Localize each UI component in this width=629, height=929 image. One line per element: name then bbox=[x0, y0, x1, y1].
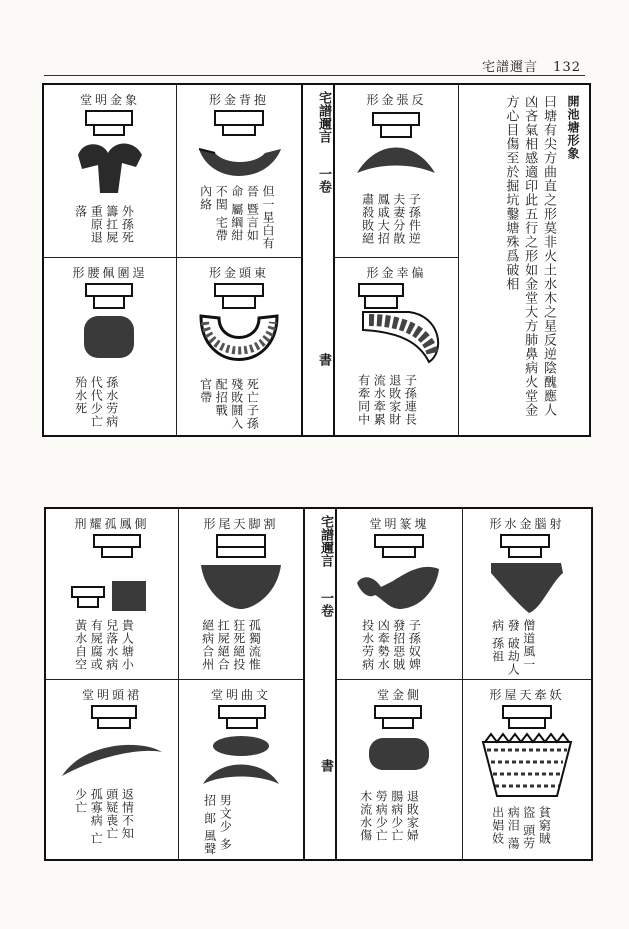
u-metal-figure bbox=[193, 282, 285, 372]
cell-fan-zhang-jin bbox=[335, 85, 458, 257]
cell-caption: 貴人塘小 兒落水病 有屍腐或 黃水自空 bbox=[73, 619, 135, 671]
cell-title: 形水金腦射 bbox=[489, 517, 565, 531]
double-arc-figure bbox=[193, 704, 289, 788]
cell-caption: 僧道風一發 破劫人病 孫祖 bbox=[490, 619, 536, 676]
cell-title: 堂明金象 bbox=[79, 93, 140, 107]
cell-ce-jin bbox=[337, 680, 462, 859]
cell-title: 堂明頭裙 bbox=[81, 688, 142, 702]
cell-title: 堂明曲文 bbox=[210, 688, 271, 702]
spine-title: 宅譜邇言 bbox=[316, 91, 331, 143]
intro-text-block bbox=[458, 85, 589, 435]
spine-volume: 一卷 bbox=[316, 167, 331, 193]
crescent-pond-figure bbox=[58, 704, 166, 784]
cell-yao-tian-wu bbox=[463, 680, 591, 859]
belt-pond-figure bbox=[70, 282, 150, 366]
cell-caption: 孤獨流惟 狂死絕投 扛屍絕合 絕病合州 bbox=[200, 619, 262, 671]
basket-pond-figure bbox=[477, 704, 577, 804]
elephant-pond-figure bbox=[64, 109, 154, 199]
bird-pond-figure bbox=[353, 533, 445, 617]
cell-title: 形屋天牽妖 bbox=[489, 688, 565, 702]
oval-metal-figure bbox=[359, 704, 439, 784]
book-spine-top bbox=[301, 85, 335, 435]
cell-caption: 退敗家婦 腸病少亡 勞病少亡 木流水傷 bbox=[358, 790, 420, 842]
cell-pei-yao bbox=[44, 258, 176, 435]
cell-caption: 子孫奴婢 發招惡賊 凶牽勢水 投水劳病 bbox=[360, 619, 422, 671]
bottom-woodblock-plate bbox=[44, 507, 593, 861]
cell-caption: 死亡子孫 殘敗鬪入 配招戰 官帶 bbox=[198, 378, 260, 430]
side-phoenix-figure bbox=[64, 533, 160, 617]
cell-ge-jiao-tian-wei bbox=[179, 509, 303, 679]
cell-title: 形金張反 bbox=[366, 93, 427, 107]
top-woodblock-plate bbox=[42, 83, 591, 437]
spine-mark: 書 bbox=[318, 759, 333, 772]
cell-caption: 男文少 多招 郎 風聲 bbox=[202, 794, 233, 856]
cell-pian-xing-jin bbox=[335, 258, 458, 435]
cell-caption: 但一星白有晉 暨言如命 屬綱紺不閨 宅帶內絡 bbox=[198, 185, 275, 250]
cell-title: 形腰佩圍逞 bbox=[72, 266, 148, 280]
bowl-pond-figure bbox=[193, 533, 289, 617]
hooked-pond-figure bbox=[481, 533, 571, 617]
cell-caption: 返情不知 頭疑喪亡 孤寡病 亡 少亡 bbox=[73, 788, 135, 845]
cell-wen-qu bbox=[179, 680, 303, 859]
cell-she-nao-jin-shui bbox=[463, 509, 591, 679]
cell-bao-bei-jin bbox=[177, 85, 301, 257]
cell-caption: 子孫連長 退敗家財 流水牽累 有牽同中 bbox=[356, 374, 418, 426]
cell-qun-tou bbox=[46, 680, 178, 859]
intro-heading: 開池塘形象 bbox=[566, 95, 580, 160]
cell-ce-feng-gu bbox=[46, 509, 178, 679]
intro-body: 曰塘有尖方曲直之形莫非火土水木之星反逆陰醜應人凶吝氣相感適印此五行之形如金堂大方肺鼻病火堂金方心目傷至於掘坑鑿塘殊爲破相 bbox=[503, 95, 556, 417]
cell-caption: 貧窮賊盜 頭劳病泪 蕩出娼妓 bbox=[490, 806, 552, 850]
header-rule bbox=[44, 75, 585, 76]
cell-title: 堂金側 bbox=[376, 688, 422, 702]
cell-title: 形金頭東 bbox=[208, 266, 269, 280]
cell-caption: 孫水劳病 代代少亡 殆水死 bbox=[73, 376, 119, 428]
spine-title: 宅譜邇言 bbox=[318, 515, 333, 567]
cell-caption: 外孫死籌扛屍 重原退落 bbox=[73, 205, 135, 244]
cell-title: 堂明篆塊 bbox=[369, 517, 430, 531]
cell-jin-xiang bbox=[44, 85, 176, 257]
book-spine-bottom bbox=[303, 509, 337, 859]
cell-title: 形金幸偏 bbox=[366, 266, 427, 280]
cell-dong-tou-jin bbox=[177, 258, 301, 435]
cell-title: 形金背抱 bbox=[208, 93, 269, 107]
header-title: 宅譜邇言 bbox=[482, 60, 539, 75]
cell-caption: 子孫件逆 夫妻分散 鳳戚大招 肅殺敗絕 bbox=[360, 193, 422, 245]
page-number: 132 bbox=[553, 60, 581, 75]
cell-bird-pond bbox=[337, 509, 462, 679]
spine-mark: 書 bbox=[316, 353, 331, 366]
crooked-metal-figure bbox=[349, 282, 445, 366]
running-header bbox=[482, 56, 581, 75]
spine-volume: 一卷 bbox=[318, 591, 333, 617]
cell-title: 刑耀孤鳳側 bbox=[74, 517, 150, 531]
cell-title: 形尾天脚割 bbox=[203, 517, 279, 531]
reversed-metal-figure bbox=[351, 111, 441, 191]
embracing-metal-figure bbox=[191, 109, 287, 189]
